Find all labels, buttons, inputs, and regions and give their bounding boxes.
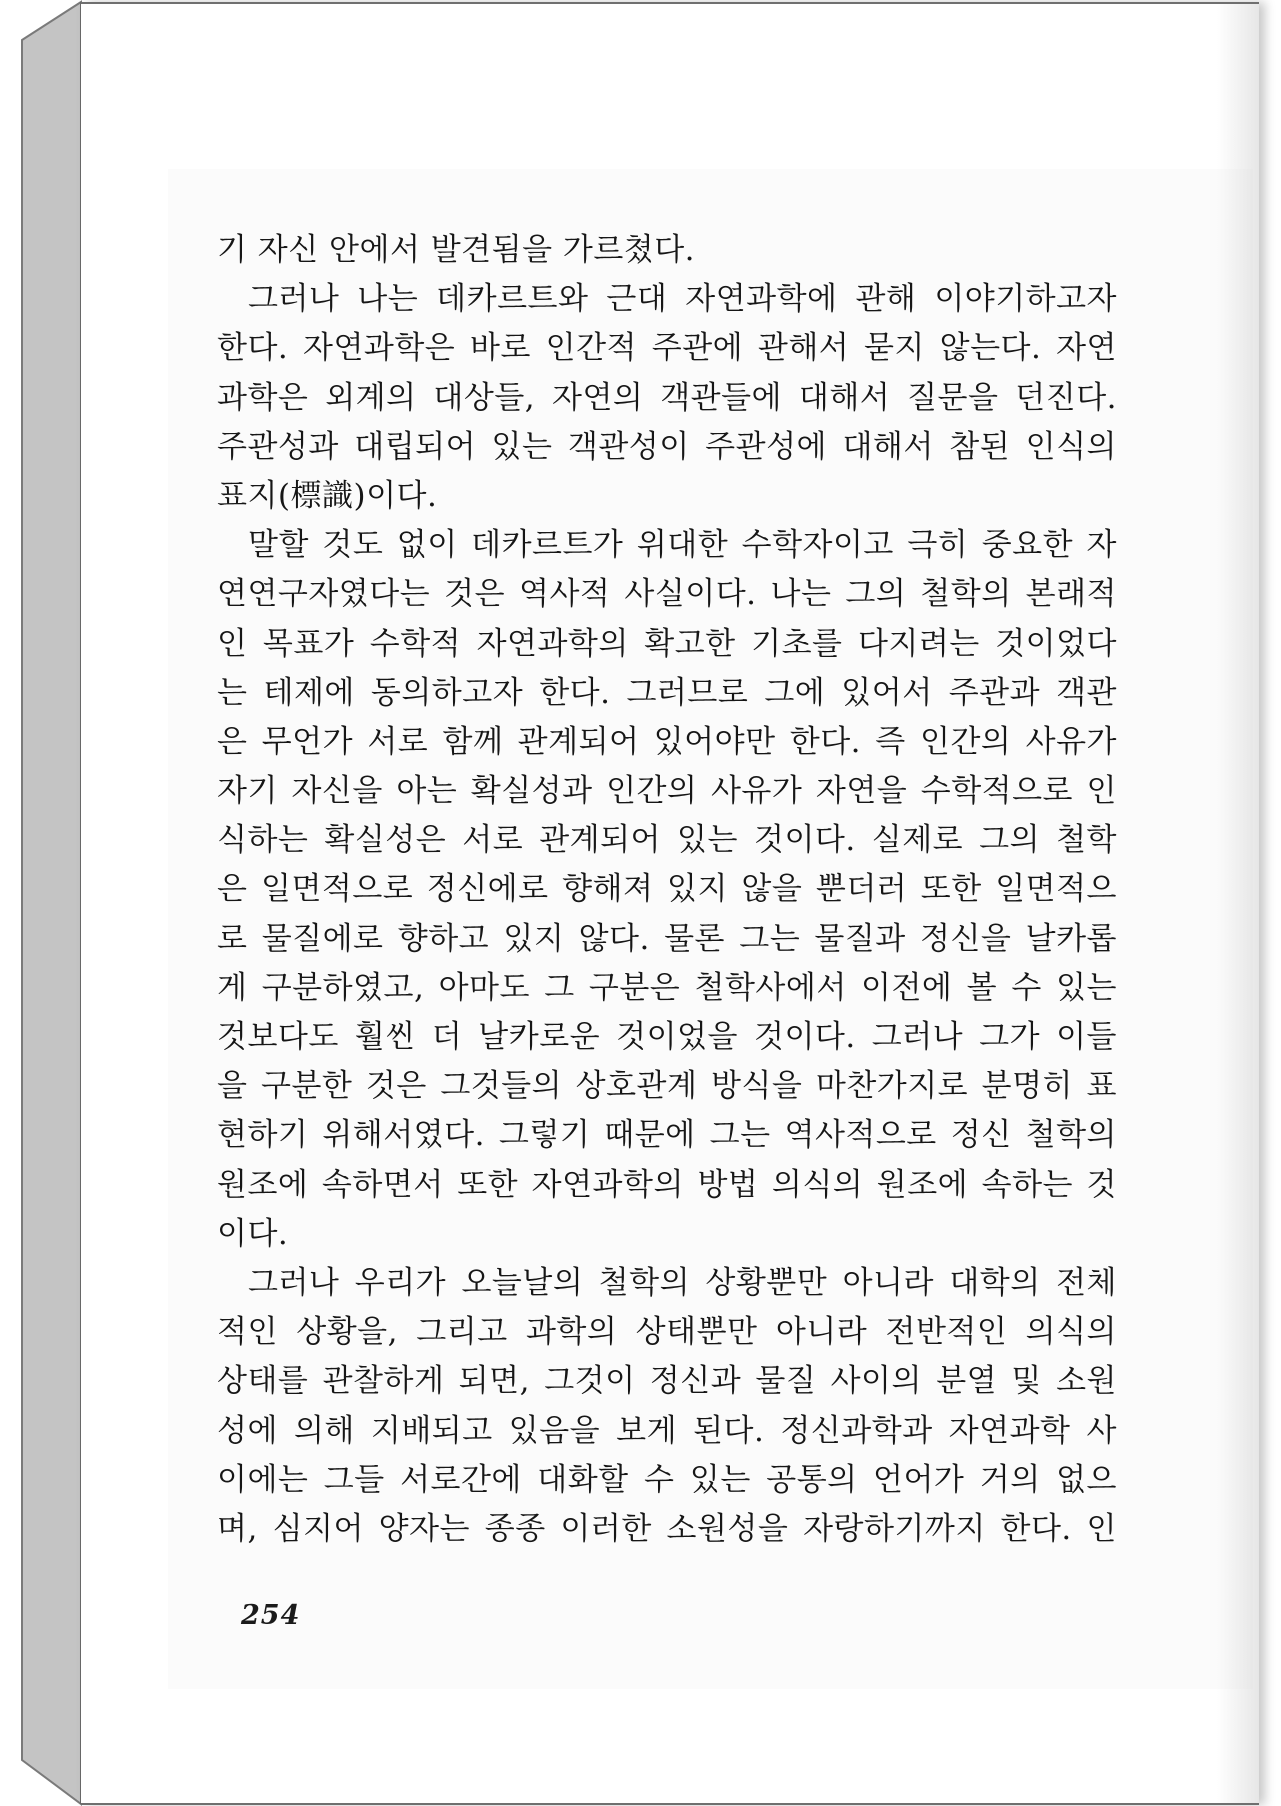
text-line: 은 일면적으로 정신에로 향해져 있지 않을 뿐더러 또한 일면적으 <box>217 871 1117 908</box>
text-line: 이다. <box>217 1215 289 1252</box>
page-number: 254 <box>241 1600 301 1631</box>
text-line: 적인 상황을, 그리고 과학의 상태뿐만 아니라 전반적인 의식의 <box>217 1314 1117 1351</box>
text-line: 주관성과 대립되어 있는 객관성이 주관성에 대해서 참된 인식의 <box>217 428 1117 465</box>
text-line: 게 구분하였고, 아마도 그 구분은 철학사에서 이전에 볼 수 있는 <box>217 969 1117 1006</box>
body-text <box>217 226 1117 1554</box>
text-line: 기 자신 안에서 발견됨을 가르쳤다. <box>217 232 696 268</box>
text-line: 그러나 우리가 오늘날의 철학의 상황뿐만 아니라 대학의 전체 <box>248 1264 1117 1301</box>
text-line: 은 무언가 서로 함께 관계되어 있어야만 한다. 즉 인간의 사유가 <box>217 723 1117 760</box>
text-line: 한다. 자연과학은 바로 인간적 주관에 관해서 묻지 않는다. 자연 <box>217 330 1117 367</box>
text-line: 원조에 속하면서 또한 자연과학의 방법 의식의 원조에 속하는 것 <box>217 1166 1117 1203</box>
text-line: 표지(標識)이다. <box>217 477 438 514</box>
text-line: 과학은 외계의 대상들, 자연의 객관들에 대해서 질문을 던진다. <box>217 379 1117 416</box>
text-line: 것보다도 훨씬 더 날카로운 것이었을 것이다. 그러나 그가 이들 <box>217 1019 1117 1055</box>
text-line: 로 물질에로 향하고 있지 않다. 물론 그는 물질과 정신을 날카롭 <box>217 920 1117 957</box>
text-line: 자기 자신을 아는 확실성과 인간의 사유가 자연을 수학적으로 인 <box>217 773 1117 810</box>
text-line: 며, 심지어 양자는 종종 이러한 소원성을 자랑하기까지 한다. 인 <box>217 1510 1117 1547</box>
text-line: 말할 것도 없이 데카르트가 위대한 수학자이고 극히 중요한 자 <box>248 527 1117 564</box>
text-line: 는 테제에 동의하고자 한다. 그러므로 그에 있어서 주관과 객관 <box>217 674 1117 711</box>
book-page <box>81 2 1259 1805</box>
text-line: 성에 의해 지배되고 있음을 보게 된다. 정신과학과 자연과학 사 <box>217 1412 1117 1449</box>
text-line: 연연구자였다는 것은 역사적 사실이다. 나는 그의 철학의 본래적 <box>217 576 1117 613</box>
text-line: 이에는 그들 서로간에 대화할 수 있는 공통의 언어가 거의 없으 <box>217 1461 1117 1498</box>
text-line: 인 목표가 수학적 자연과학의 확고한 기초를 다지려는 것이었다 <box>217 625 1117 662</box>
text-line: 상태를 관찰하게 되면, 그것이 정신과 물질 사이의 분열 및 소원 <box>217 1363 1117 1400</box>
text-line: 식하는 확실성은 서로 관계되어 있는 것이다. 실제로 그의 철학 <box>217 822 1117 859</box>
text-line: 현하기 위해서였다. 그렇기 때문에 그는 역사적으로 정신 철학의 <box>217 1117 1117 1154</box>
text-line: 을 구분한 것은 그것들의 상호관계 방식을 마찬가지로 분명히 표 <box>217 1068 1117 1105</box>
text-line: 그러나 나는 데카르트와 근대 자연과학에 관해 이야기하고자 <box>248 281 1117 318</box>
